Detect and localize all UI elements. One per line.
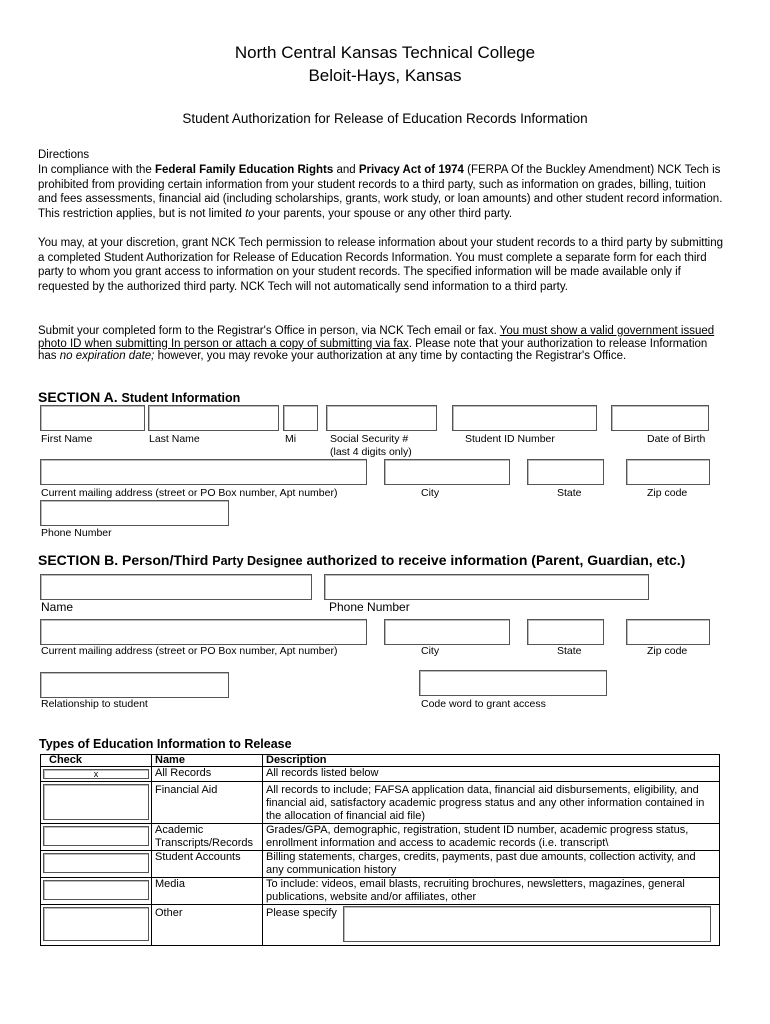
row-name: Academic Transcripts/Records — [152, 824, 263, 851]
row-description: All records to include; FAFSA application data, financial aid disbursements, eligibility, and financial aid, satisfactory academic progress status and any other information contained in the allocation of financial aid file) — [263, 782, 720, 824]
types-table-header — [41, 755, 720, 767]
check-cell — [41, 878, 152, 905]
student-state-label: State — [557, 487, 582, 499]
table-row — [41, 878, 720, 905]
middle-initial-label: Mi — [285, 433, 297, 445]
student-id-input[interactable] — [452, 405, 597, 431]
row-description: To include: videos, email blasts, recruiting brochures, newsletters, magazines, general publications, website and/or affiliates, other — [263, 878, 720, 905]
media-checkbox[interactable] — [43, 880, 149, 900]
designee-city-input[interactable] — [384, 619, 510, 645]
directions-paragraph-2: You may, at your discretion, grant NCK Tech permission to release information about your student records to a third party by submitting a completed Student Authorization for Release of Education Records Information. You must complete a separate form for each third party to whom you grant access to information on your student records. The specified information will be made available only if requested by the authorized third party. NCK Tech will not automatically send information to a third party. — [38, 237, 724, 293]
ssn-label: Social Security # — [330, 433, 409, 445]
table-row — [41, 905, 720, 946]
student-address-label: Current mailing address (street or PO Box number, Apt number) — [41, 487, 338, 499]
section-a-heading: SECTION A. Student Information — [38, 389, 241, 405]
code-word-label: Code word to grant access — [421, 698, 546, 710]
first-name-label: First Name — [41, 433, 93, 445]
designee-phone-label: Phone Number — [329, 600, 410, 614]
student-phone-label: Phone Number — [41, 527, 112, 539]
student-zip-label: Zip code — [647, 487, 688, 499]
student-city-input[interactable] — [384, 459, 510, 485]
academic-records-checkbox[interactable] — [43, 826, 149, 846]
college-location: Beloit-Hays, Kansas — [308, 66, 462, 85]
student-address-input[interactable] — [40, 459, 367, 485]
code-word-input[interactable] — [419, 670, 607, 696]
row-name: Other — [152, 905, 263, 946]
relationship-input[interactable] — [40, 672, 229, 698]
directions-paragraph-1: In compliance with the Federal Family Education Rights and Privacy Act of 1974 (FERPA Of the Buckley Amendment) NCK Tech is prohibited from providing certain information from your student records to a third party, such as information on grades, billing, tuition and fees assessments, financial aid (including scholarships, grants, work study, or loan amounts) and other student record information. This restriction applies, but is not limited to your parents, your spouse or any other third party. — [38, 164, 723, 220]
row-description: Billing statements, charges, credits, payments, past due amounts, collection activity, and any communication history — [263, 851, 720, 878]
student-city-label: City — [421, 487, 440, 499]
other-checkbox[interactable] — [43, 907, 149, 941]
designee-zip-input[interactable] — [626, 619, 710, 645]
designee-address-input[interactable] — [40, 619, 367, 645]
student-zip-input[interactable] — [626, 459, 710, 485]
description-column-header: Description — [263, 755, 720, 767]
directions-paragraph-3: Submit your completed form to the Registrar's Office in person, via NCK Tech email or fax. You must show a valid government issued photo ID when submitting In person or attach a copy of submitting via fax. Please note that your authorization to release Information has no expiration date; however, you may revoke your authorization at any time by contacting the Registrar's Office. — [38, 325, 715, 362]
relationship-label: Relationship to student — [41, 698, 148, 710]
other-specify-input[interactable] — [343, 906, 711, 942]
row-name: Student Accounts — [152, 851, 263, 878]
row-description: Grades/GPA, demographic, registration, student ID number, academic progress status, enrollment information and access to academic records (i.e. transcript\ — [263, 824, 720, 851]
table-row — [41, 782, 720, 824]
student-id-label: Student ID Number — [465, 433, 555, 445]
last-name-label: Last Name — [149, 433, 200, 445]
table-row — [41, 851, 720, 878]
table-row — [41, 767, 720, 782]
directions-heading: Directions — [38, 149, 90, 161]
row-name: Financial Aid — [152, 782, 263, 824]
check-cell — [41, 851, 152, 878]
types-table — [40, 754, 720, 946]
designee-address-label: Current mailing address (street or PO Box number, Apt number) — [41, 645, 338, 657]
form-title: Student Authorization for Release of Education Records Information — [182, 111, 588, 126]
designee-phone-input[interactable] — [324, 574, 649, 600]
student-accounts-checkbox[interactable] — [43, 853, 149, 873]
designee-name-label: Name — [41, 600, 74, 614]
date-of-birth-input[interactable] — [611, 405, 709, 431]
student-state-input[interactable] — [527, 459, 604, 485]
designee-state-label: State — [557, 645, 582, 657]
designee-name-input[interactable] — [40, 574, 312, 600]
section-b-heading: SECTION B. Person/Third Party Designee authorized to receive information (Parent, Guardian, etc.) — [38, 552, 686, 568]
row-name: All Records — [152, 767, 263, 782]
name-column-header: Name — [152, 755, 263, 767]
student-phone-input[interactable] — [40, 500, 229, 526]
last-name-input[interactable] — [148, 405, 279, 431]
check-cell — [41, 782, 152, 824]
row-description — [263, 905, 720, 946]
check-cell — [41, 767, 152, 782]
designee-zip-label: Zip code — [647, 645, 688, 657]
financial-aid-checkbox[interactable] — [43, 784, 149, 820]
first-name-input[interactable] — [40, 405, 145, 431]
check-cell — [41, 824, 152, 851]
college-name: North Central Kansas Technical College — [234, 43, 536, 62]
designee-city-label: City — [421, 645, 440, 657]
row-description: All records listed below — [263, 767, 720, 782]
types-heading: Types of Education Information to Release — [39, 737, 292, 751]
ssn-input[interactable] — [326, 405, 437, 431]
designee-state-input[interactable] — [527, 619, 604, 645]
table-row — [41, 824, 720, 851]
date-of-birth-label: Date of Birth — [647, 433, 706, 445]
please-specify-label: Please specify — [266, 907, 337, 919]
middle-initial-input[interactable] — [283, 405, 318, 431]
row-name: Media — [152, 878, 263, 905]
ssn-note-label: (last 4 digits only) — [330, 446, 412, 458]
check-cell — [41, 905, 152, 946]
all-records-checkbox[interactable]: x — [43, 769, 149, 779]
check-column-header: Check — [41, 755, 152, 767]
